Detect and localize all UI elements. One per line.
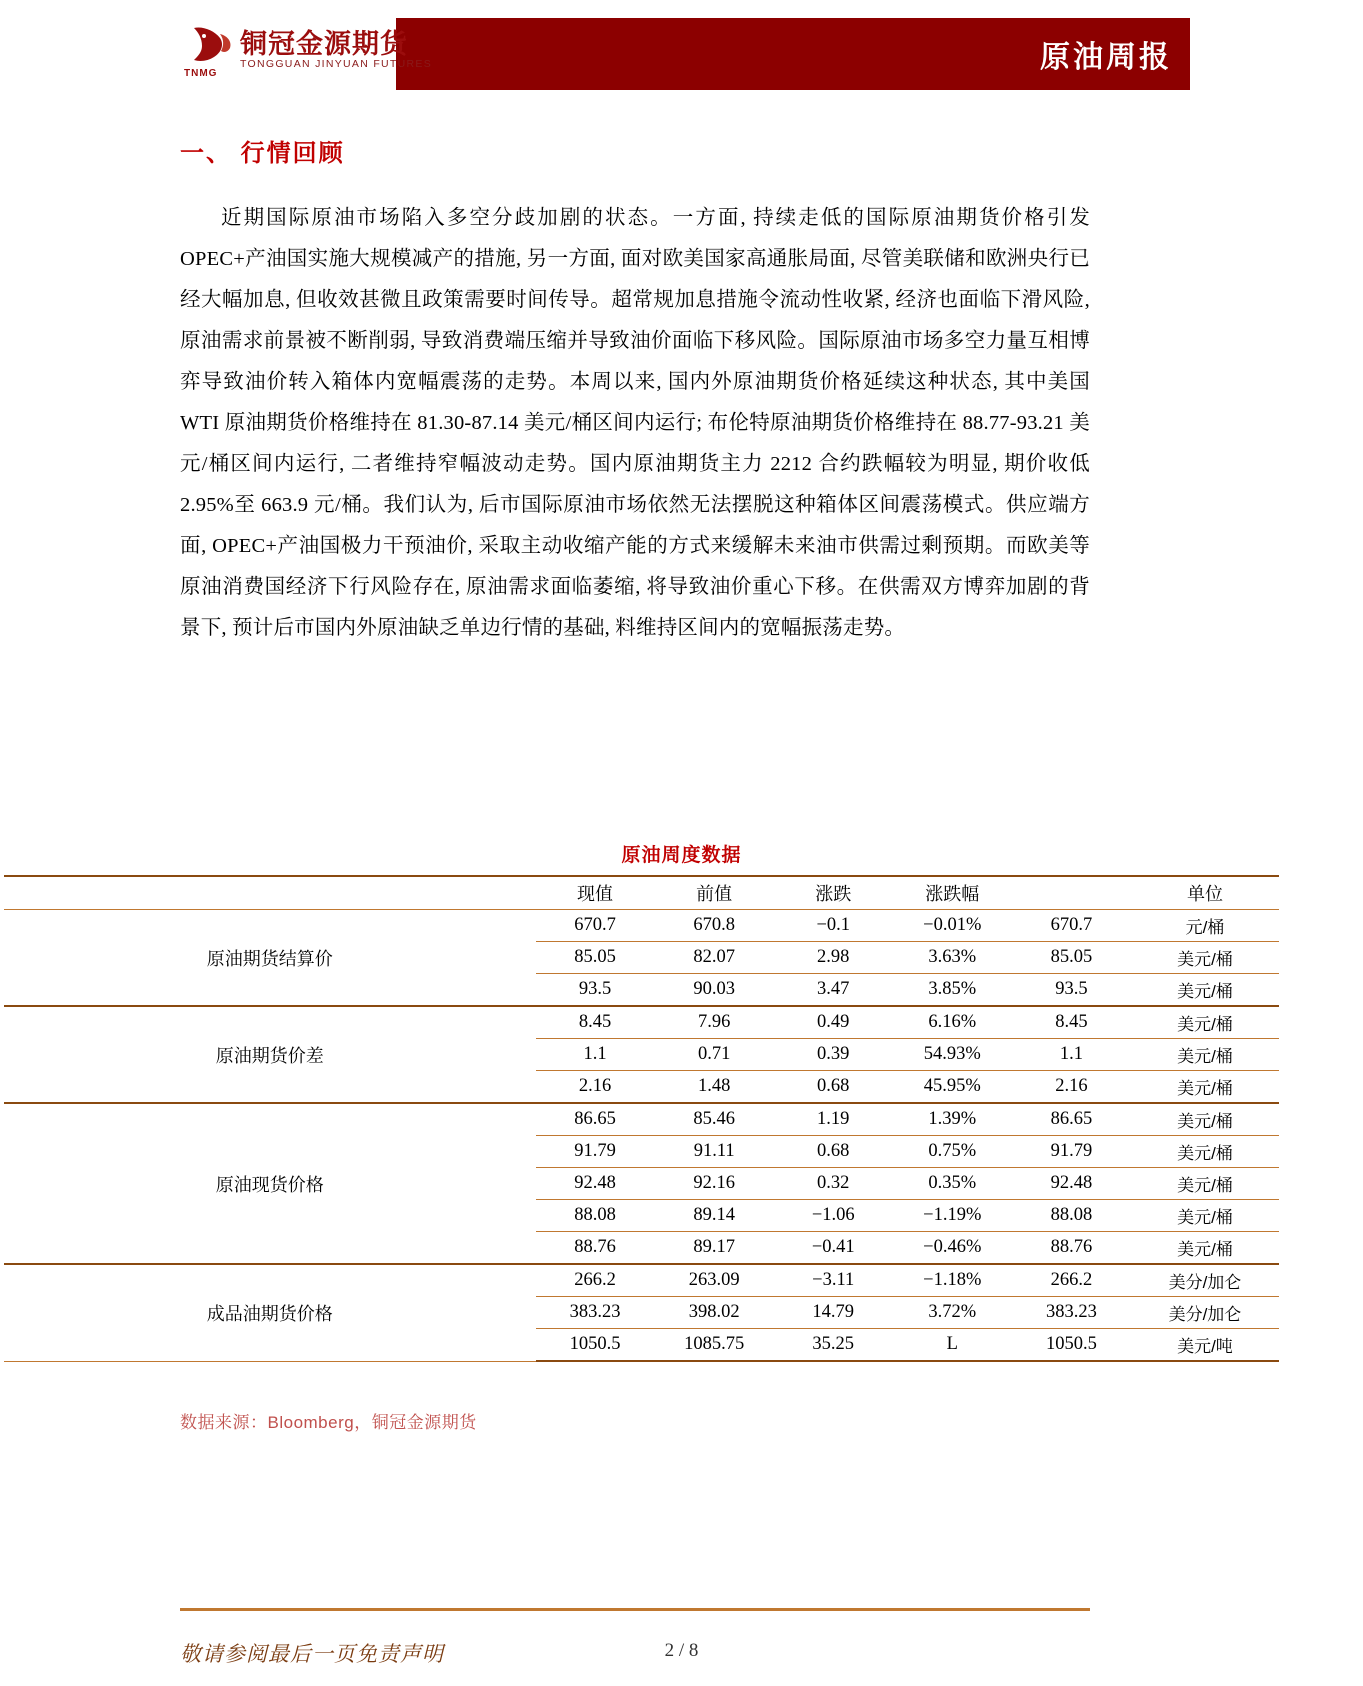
table-header-row <box>4 876 1279 910</box>
table-cell-unit: 美分/加仑 <box>1131 1297 1279 1329</box>
table-header-cell: 涨跌幅 <box>893 876 1012 910</box>
table-cell-unit: 美元/桶 <box>1131 1136 1279 1168</box>
table-cell-change: 0.32 <box>774 1168 893 1200</box>
table-cell-unit: 元/桶 <box>1131 910 1279 942</box>
table-cell-current: 2.16 <box>536 1071 655 1104</box>
table-cell-extra: 88.76 <box>1012 1232 1131 1265</box>
table-category-label: 原油期货价差 <box>4 1006 536 1103</box>
table-cell-current: 88.76 <box>536 1232 655 1265</box>
table-cell-change: 35.25 <box>774 1329 893 1362</box>
weekly-data-table <box>4 875 1279 1362</box>
section-heading: 一、 行情回顾 <box>180 140 345 167</box>
table-cell-previous: 0.71 <box>655 1039 774 1071</box>
table-cell-extra: 86.65 <box>1012 1103 1131 1136</box>
table-category-label: 成品油期货价格 <box>4 1264 536 1361</box>
table-cell-change: −0.1 <box>774 910 893 942</box>
table-title: 原油周度数据 <box>621 845 742 866</box>
table-row <box>4 1006 1279 1039</box>
table-cell-current: 383.23 <box>536 1297 655 1329</box>
table-category-label: 原油现货价格 <box>4 1103 536 1264</box>
table-cell-unit: 美元/吨 <box>1131 1329 1279 1362</box>
table-cell-change: 3.47 <box>774 974 893 1007</box>
page-header <box>178 18 1190 90</box>
table-cell-current: 1.1 <box>536 1039 655 1071</box>
table-cell-pct: −1.18% <box>893 1264 1012 1297</box>
company-logo <box>178 22 433 88</box>
table-cell-pct: 54.93% <box>893 1039 1012 1071</box>
table-cell-pct: 1.39% <box>893 1103 1012 1136</box>
table-cell-previous: 90.03 <box>655 974 774 1007</box>
table-header-cell <box>4 876 536 910</box>
table-cell-unit: 美元/桶 <box>1131 1103 1279 1136</box>
table-row <box>4 1264 1279 1297</box>
table-cell-change: 0.49 <box>774 1006 893 1039</box>
table-cell-previous: 1.48 <box>655 1071 774 1104</box>
table-cell-previous: 89.14 <box>655 1200 774 1232</box>
table-cell-previous: 85.46 <box>655 1103 774 1136</box>
logo-abbreviation: TNMG <box>184 68 218 79</box>
table-header-cell: 前值 <box>655 876 774 910</box>
table-cell-unit: 美元/桶 <box>1131 1168 1279 1200</box>
table-cell-current: 86.65 <box>536 1103 655 1136</box>
market-review-paragraph: 近期国际原油市场陷入多空分歧加剧的状态。一方面, 持续走低的国际原油期货价格引发 OPEC+产油国实施大规模减产的措施, 另一方面, 面对欧美国家高通胀局面, 尽管美联储和欧洲央行已经大幅加息, 但收效甚微且政策需要时间传导。超常规加息措施令流动性收紧, 经济也面临下滑风险, 原油需求前景被不断削弱, 导致消费端压缩并导致油价面临下移风险。国际原油市场多空力量互相博弈导致油价转入箱体内宽幅震荡的走势。本周以来, 国内外原油期货价格延续这种状态, 其中美国 WTI 原油期货价格维持在 81.30-87.14 美元/桶区间内运行; 布伦特原油期货价格维持在 88.77-93.21 美元/桶区间内运行, 二者维持窄幅波动走势。国内原油期货主力 2212 合约跌幅较为明显, 期价收低 2.95%至 663.9 元/桶。我们认为, 后市国际原油市场依然无法摆脱这种箱体区间震荡模式。供应端方面, OPEC+产油国极力干预油价, 采取主动收缩产能的方式来缓解未来油市供需过剩预期。而欧美等原油消费国经济下行风险存在, 原油需求面临萎缩, 将导致油价重心下移。在供需双方博弈加剧的背景下, 预计后市国内外原油缺乏单边行情的基础, 料维持区间内的宽幅振荡走势。 <box>180 207 1090 639</box>
table-cell-pct: 0.35% <box>893 1168 1012 1200</box>
table-cell-current: 88.08 <box>536 1200 655 1232</box>
table-cell-current: 266.2 <box>536 1264 655 1297</box>
table-cell-previous: 82.07 <box>655 942 774 974</box>
table-cell-unit: 美元/桶 <box>1131 974 1279 1007</box>
table-cell-current: 93.5 <box>536 974 655 1007</box>
table-cell-previous: 89.17 <box>655 1232 774 1265</box>
table-cell-pct: L <box>893 1329 1012 1362</box>
table-cell-current: 91.79 <box>536 1136 655 1168</box>
table-cell-extra: 1.1 <box>1012 1039 1131 1071</box>
page-number: 2 / 8 <box>664 1640 699 1661</box>
table-category-label: 原油期货结算价 <box>4 910 536 1007</box>
table-cell-previous: 263.09 <box>655 1264 774 1297</box>
table-cell-current: 1050.5 <box>536 1329 655 1362</box>
table-cell-unit: 美元/桶 <box>1131 942 1279 974</box>
table-cell-change: −0.41 <box>774 1232 893 1265</box>
table-cell-unit: 美元/桶 <box>1131 1200 1279 1232</box>
table-cell-extra: 670.7 <box>1012 910 1131 942</box>
logo-company-name-cn: 铜冠金源期货 <box>240 29 408 59</box>
table-cell-pct: 3.63% <box>893 942 1012 974</box>
table-cell-previous: 670.8 <box>655 910 774 942</box>
table-cell-unit: 美元/桶 <box>1131 1006 1279 1039</box>
table-cell-pct: −1.19% <box>893 1200 1012 1232</box>
table-row <box>4 1103 1279 1136</box>
table-cell-previous: 398.02 <box>655 1297 774 1329</box>
table-cell-extra: 91.79 <box>1012 1136 1131 1168</box>
table-cell-extra: 1050.5 <box>1012 1329 1131 1362</box>
footer-disclaimer-note: 敬请参阅最后一页免责声明 <box>180 1642 444 1666</box>
table-header-cell: 现值 <box>536 876 655 910</box>
weekly-data-table-wrap <box>0 875 1363 1362</box>
table-cell-previous: 91.11 <box>655 1136 774 1168</box>
table-header-cell: 涨跌 <box>774 876 893 910</box>
table-cell-pct: 3.85% <box>893 974 1012 1007</box>
header-red-bar <box>396 18 1190 90</box>
table-cell-unit: 美元/桶 <box>1131 1039 1279 1071</box>
table-cell-previous: 1085.75 <box>655 1329 774 1362</box>
table-cell-unit: 美元/桶 <box>1131 1071 1279 1104</box>
table-header-cell <box>1012 876 1131 910</box>
table-cell-change: −1.06 <box>774 1200 893 1232</box>
table-cell-change: 14.79 <box>774 1297 893 1329</box>
table-cell-change: 0.39 <box>774 1039 893 1071</box>
table-cell-unit: 美分/加仑 <box>1131 1264 1279 1297</box>
table-cell-current: 8.45 <box>536 1006 655 1039</box>
table-cell-extra: 93.5 <box>1012 974 1131 1007</box>
logo-company-name-en: TONGGUAN JINYUAN FUTURES <box>240 58 433 70</box>
table-cell-extra: 92.48 <box>1012 1168 1131 1200</box>
table-cell-extra: 383.23 <box>1012 1297 1131 1329</box>
table-cell-change: −3.11 <box>774 1264 893 1297</box>
table-cell-previous: 92.16 <box>655 1168 774 1200</box>
table-cell-change: 0.68 <box>774 1071 893 1104</box>
table-cell-extra: 2.16 <box>1012 1071 1131 1104</box>
table-cell-current: 85.05 <box>536 942 655 974</box>
table-cell-extra: 88.08 <box>1012 1200 1131 1232</box>
footer-divider <box>180 1608 1090 1611</box>
table-cell-current: 670.7 <box>536 910 655 942</box>
table-cell-previous: 7.96 <box>655 1006 774 1039</box>
bird-logo-icon <box>184 24 236 68</box>
table-cell-pct: 45.95% <box>893 1071 1012 1104</box>
table-row <box>4 910 1279 942</box>
table-cell-change: 1.19 <box>774 1103 893 1136</box>
table-cell-pct: 3.72% <box>893 1297 1012 1329</box>
table-cell-pct: 0.75% <box>893 1136 1012 1168</box>
table-cell-pct: −0.46% <box>893 1232 1012 1265</box>
table-cell-unit: 美元/桶 <box>1131 1232 1279 1265</box>
table-cell-pct: −0.01% <box>893 910 1012 942</box>
table-cell-pct: 6.16% <box>893 1006 1012 1039</box>
table-cell-extra: 8.45 <box>1012 1006 1131 1039</box>
table-header-cell: 单位 <box>1131 876 1279 910</box>
table-cell-extra: 85.05 <box>1012 942 1131 974</box>
report-title: 原油周报 <box>1040 41 1172 74</box>
data-source-note: 数据来源：Bloomberg，铜冠金源期货 <box>180 1413 477 1432</box>
table-cell-change: 2.98 <box>774 942 893 974</box>
table-cell-change: 0.68 <box>774 1136 893 1168</box>
table-cell-extra: 266.2 <box>1012 1264 1131 1297</box>
table-cell-current: 92.48 <box>536 1168 655 1200</box>
